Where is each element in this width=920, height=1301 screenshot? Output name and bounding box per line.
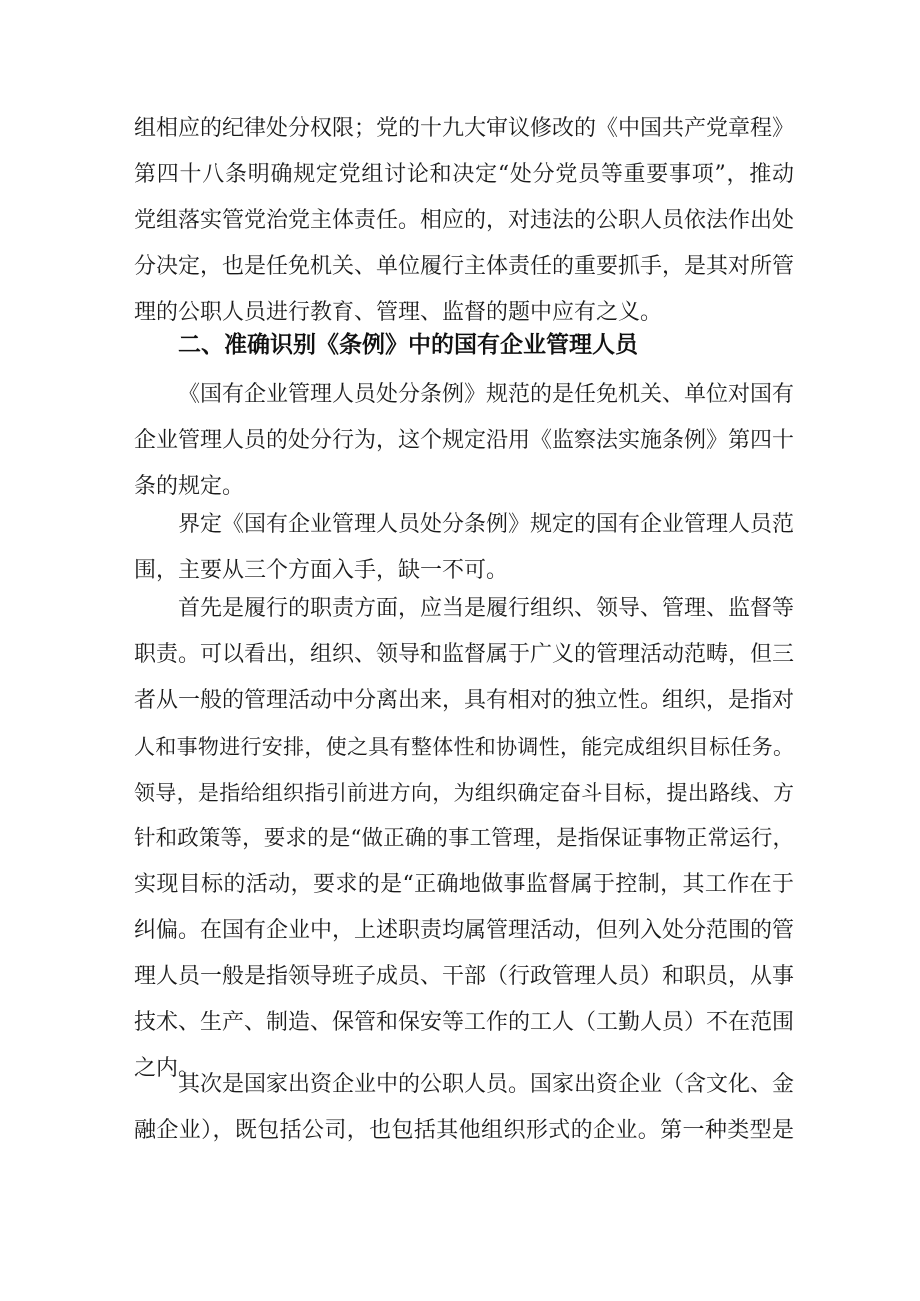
text-line: 围，主要从三个方面入手，缺一不可。 bbox=[134, 558, 509, 583]
text-line: 第四十八条明确规定党组讨论和决定“处分党员等重要事项”，推动 bbox=[134, 162, 794, 187]
text-line: 职责。可以看出，组织、领导和监督属于广义的管理活动范畴，但三 bbox=[134, 642, 795, 667]
text-line: 首先是履行的职责方面，应当是履行组织、领导、管理、监督等 bbox=[178, 596, 795, 621]
text-line: 者从一般的管理活动中分离出来，具有相对的独立性。组织，是指对 bbox=[134, 688, 795, 713]
text-line: 领导，是指给组织指引前进方向，为组织确定奋斗目标，提出路线、方 bbox=[134, 781, 794, 805]
text-line: 条的规定。 bbox=[134, 474, 245, 499]
text-line: 组相应的纪律处分权限；党的十九大审议修改的《中国共产党章程》 bbox=[134, 116, 795, 141]
text-line: 实现目标的活动，要求的是“正确地做事监督属于控制，其工作在于 bbox=[134, 872, 794, 897]
text-line: 理人员一般是指领导班子成员、干部（行政管理人员）和职员，从事 bbox=[134, 964, 795, 989]
text-line: 企业管理人员的处分行为，这个规定沿用《监察法实施条例》第四十 bbox=[134, 428, 795, 453]
text-line: 其次是国家出资企业中的公职人员。国家出资企业（含文化、金 bbox=[178, 1072, 795, 1097]
text-line: 界定《国有企业管理人员处分条例》规定的国有企业管理人员范 bbox=[178, 512, 795, 537]
text-line: 针和政策等，要求的是“做正确的事工管理，是指保证事物正常运行， bbox=[134, 826, 794, 851]
text-line: 纠偏。在国有企业中，上述职责均属管理活动，但列入处分范围的管 bbox=[134, 918, 795, 943]
text-line: 之内。 bbox=[134, 1056, 201, 1081]
text-line: 人和事物进行安排，使之具有整体性和协调性，能完成组织目标任务。 bbox=[134, 735, 794, 759]
text-line: 党组落实管党治党主体责任。相应的，对违法的公职人员依法作出处 bbox=[134, 208, 795, 233]
text-line: 技术、生产、制造、保管和保安等工作的工人（工勤人员）不在范围 bbox=[134, 1010, 795, 1035]
text-line: 《国有企业管理人员处分条例》规范的是任免机关、单位对国有 bbox=[178, 382, 795, 407]
section-heading: 二、准确识别《条例》中的国有企业管理人员 bbox=[178, 332, 638, 358]
text-line: 理的公职人员进行教育、管理、监督的题中应有之义。 bbox=[134, 300, 663, 325]
text-line: 融企业），既包括公司，也包括其他组织形式的企业。第一种类型是 bbox=[134, 1118, 794, 1143]
text-line: 分决定，也是任免机关、单位履行主体责任的重要抓手，是其对所管 bbox=[134, 254, 795, 279]
